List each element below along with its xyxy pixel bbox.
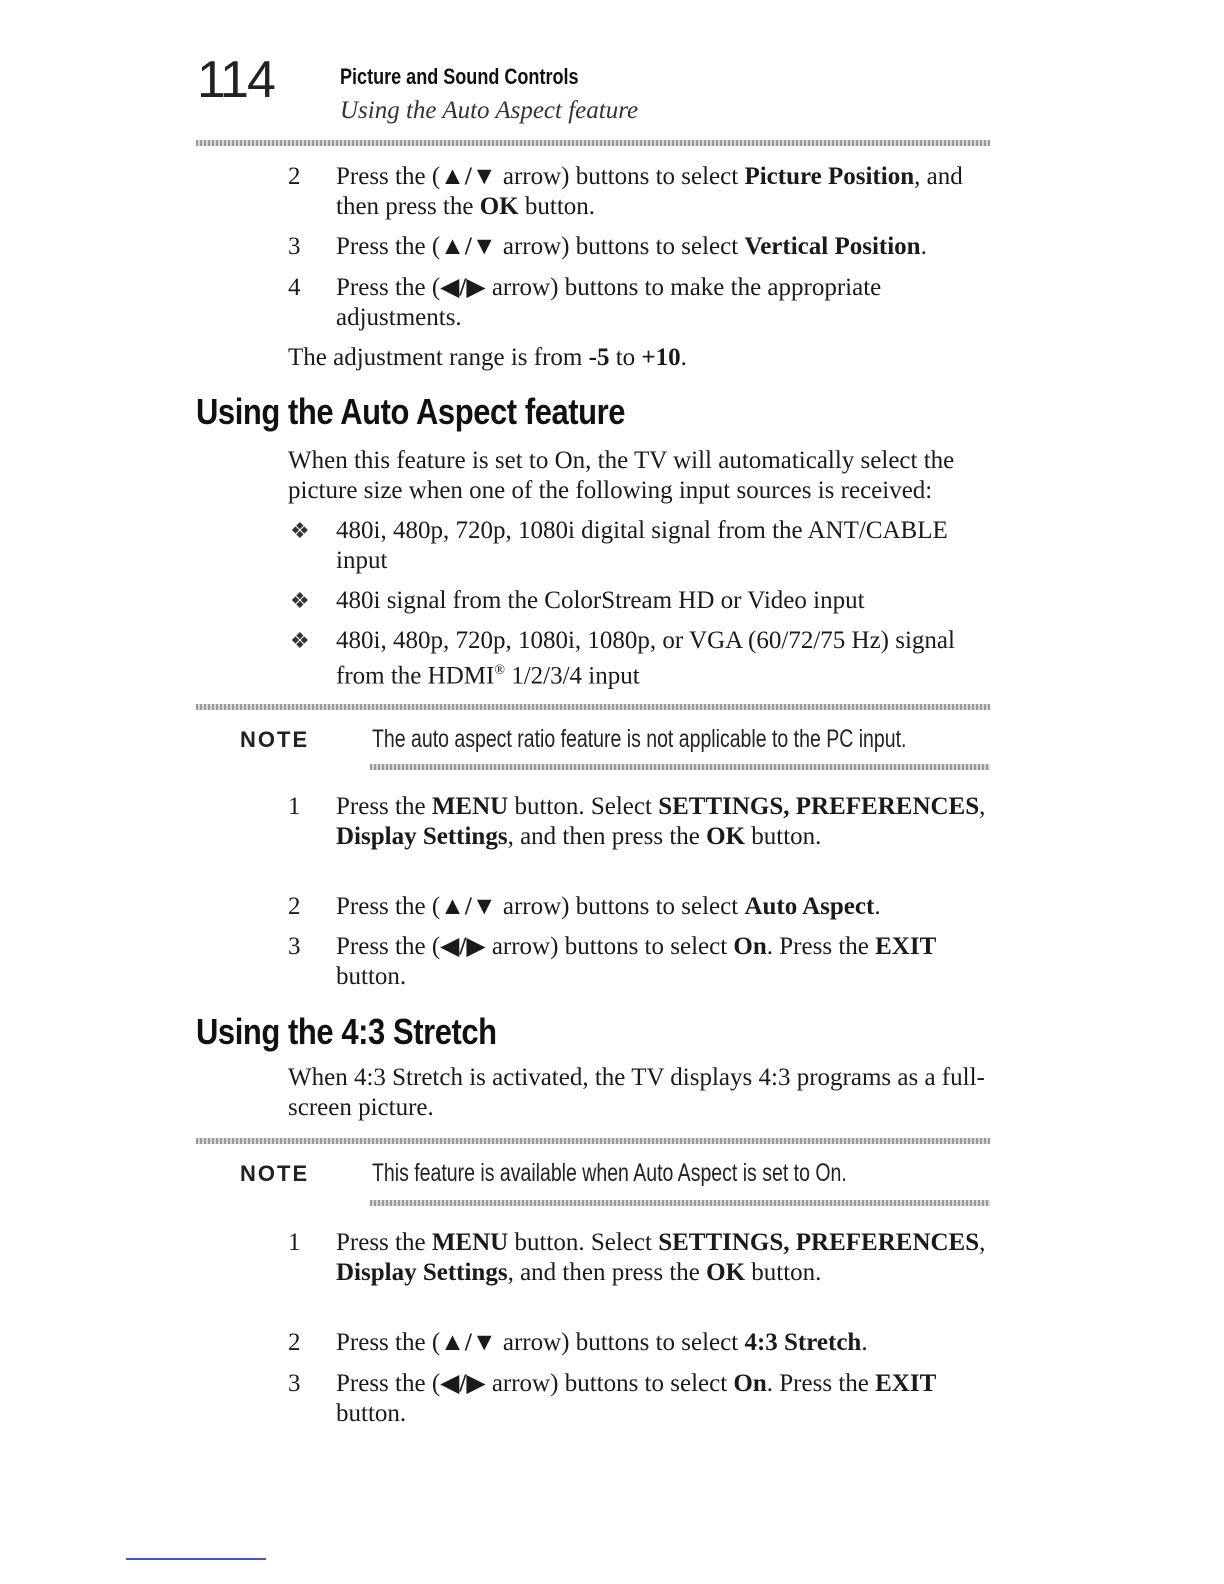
note-bottom-divider xyxy=(370,764,990,770)
step-number: 1 xyxy=(288,1229,301,1256)
page-number: 114 xyxy=(197,51,274,109)
left-right-arrow-icon: ◀/▶ xyxy=(440,933,486,960)
auto-aspect-step-3 xyxy=(288,932,988,994)
stretch-step-2 xyxy=(288,1328,988,1360)
step-3-vertical-position xyxy=(288,232,988,264)
stretch-step-3 xyxy=(288,1369,988,1431)
step-number: 1 xyxy=(288,793,301,820)
step-text: Press the (◀/▶ arrow) buttons to select On. Press the EXIT button. xyxy=(336,933,937,990)
diamond-bullet-icon: ❖ xyxy=(290,518,310,543)
stretch-heading: Using the 4:3 Stretch xyxy=(196,1011,497,1052)
up-down-arrow-icon: ▲/▼ xyxy=(440,163,497,190)
diamond-bullet-icon: ❖ xyxy=(290,628,310,653)
list-item: ❖ 480i, 480p, 720p, 1080i, 1080p, or VGA (60/72/75 Hz) signal from the HDMI® 1/2/3/4 input xyxy=(290,627,955,690)
step-number: 2 xyxy=(288,893,301,920)
step-2-picture-position xyxy=(288,162,988,224)
up-down-arrow-icon: ▲/▼ xyxy=(440,233,497,260)
step-text: Press the (◀/▶ arrow) buttons to make the appropriate adjustments. xyxy=(336,274,882,331)
note-text: The auto aspect ratio feature is not applicable to the PC input. xyxy=(372,725,907,753)
step-text: Press the (▲/▼ arrow) buttons to select Auto Aspect. xyxy=(336,893,881,920)
stretch-intro: When 4:3 Stretch is activated, the TV displays 4:3 programs as a full-screen picture. xyxy=(288,1064,985,1121)
left-right-arrow-icon: ◀/▶ xyxy=(440,274,486,301)
stretch-step-1 xyxy=(288,1228,988,1320)
left-right-arrow-icon: ◀/▶ xyxy=(440,1370,486,1397)
note-text: This feature is available when Auto Aspect is set to On. xyxy=(372,1159,847,1187)
chapter-title: Picture and Sound Controls xyxy=(340,64,579,89)
auto-aspect-intro: When this feature is set to On, the TV will automatically select the picture size when one of the following input sources is received: xyxy=(288,447,955,504)
footer-rule xyxy=(126,1558,266,1560)
note-top-divider xyxy=(196,1138,990,1144)
note-top-divider xyxy=(196,704,990,710)
auto-aspect-heading: Using the Auto Aspect feature xyxy=(196,391,626,432)
step-text: Press the (▲/▼ arrow) buttons to select Picture Position, and then press the OK button. xyxy=(336,163,963,220)
section-subtitle: Using the Auto Aspect feature xyxy=(340,97,639,124)
note-label: NOTE xyxy=(240,727,310,752)
step-text: Press the (◀/▶ arrow) buttons to select On. Press the EXIT button. xyxy=(336,1370,937,1427)
step-4-adjust xyxy=(288,273,988,335)
step-text: Press the (▲/▼ arrow) buttons to select 4:3 Stretch. xyxy=(336,1329,868,1356)
header-divider xyxy=(196,140,990,146)
step-number: 2 xyxy=(288,1329,301,1356)
step-text: Press the MENU button. Select SETTINGS, PREFERENCES, Display Settings, and then press the OK button. xyxy=(336,1229,986,1286)
step-number: 3 xyxy=(288,933,301,960)
up-down-arrow-icon: ▲/▼ xyxy=(440,1329,497,1356)
step-number: 3 xyxy=(288,233,301,260)
step-number: 2 xyxy=(288,163,301,190)
auto-aspect-step-2 xyxy=(288,892,988,924)
adjustment-range: The adjustment range is from -5 to +10. xyxy=(288,344,687,371)
list-item: ❖ 480i signal from the ColorStream HD or Video input xyxy=(290,587,865,614)
diamond-bullet-icon: ❖ xyxy=(290,588,310,613)
note-label: NOTE xyxy=(240,1161,310,1186)
step-number: 3 xyxy=(288,1370,301,1397)
up-down-arrow-icon: ▲/▼ xyxy=(440,893,497,920)
note-bottom-divider xyxy=(370,1200,990,1206)
step-text: Press the (▲/▼ arrow) buttons to select Vertical Position. xyxy=(336,233,927,260)
list-item: ❖ 480i, 480p, 720p, 1080i digital signal from the ANT/CABLE input xyxy=(290,517,948,574)
step-text: Press the MENU button. Select SETTINGS, PREFERENCES, Display Settings, and then press the OK button. xyxy=(336,793,986,850)
auto-aspect-step-1 xyxy=(288,792,988,884)
step-number: 4 xyxy=(288,274,301,301)
